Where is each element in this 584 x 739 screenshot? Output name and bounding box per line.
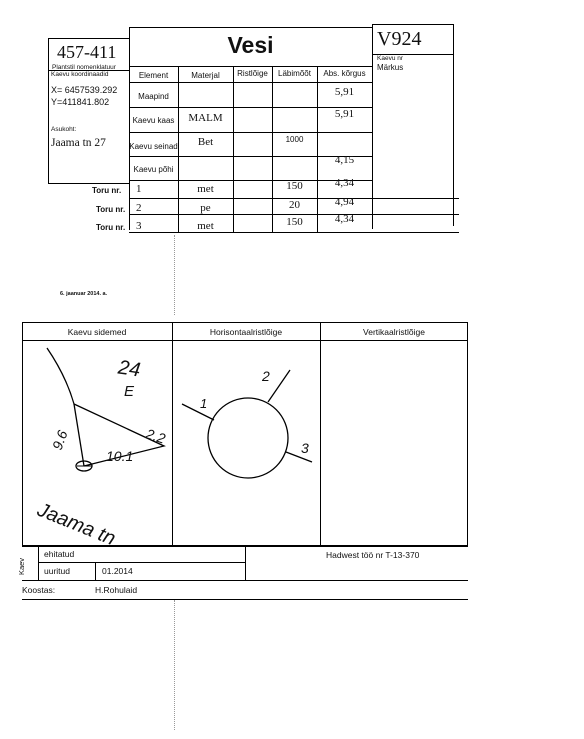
pipe-material: pe xyxy=(200,202,211,214)
surveyed-label: uuritud xyxy=(44,566,70,576)
row-height: 4,15 xyxy=(334,154,355,166)
remarks-label: Märkus xyxy=(377,63,404,72)
pipe-diameter: 150 xyxy=(286,180,303,192)
row-material: Bet xyxy=(197,136,214,148)
author-label: Koostas: xyxy=(22,585,56,595)
author-value: H.Rohulaid xyxy=(95,585,138,595)
pipe-height: 4,34 xyxy=(334,213,355,225)
coordinates-label: Kaevu koordinaadid xyxy=(51,71,109,78)
row-element: Kaevu põhi xyxy=(133,165,174,174)
location-label: Asukoht: xyxy=(51,126,77,133)
row-element: Kaevu seinad xyxy=(129,142,178,151)
pipe-material: met xyxy=(197,183,214,195)
col-header-material: Materjal xyxy=(191,71,220,80)
row-material: MALM xyxy=(188,112,223,124)
coordinate-y: Y=411841.802 xyxy=(51,97,110,107)
hand-street: Jaama tn xyxy=(34,498,119,551)
pipe-height: 4,34 xyxy=(334,177,355,189)
horizontal-section-sketch xyxy=(172,340,320,546)
hand-2-2: 2.2 xyxy=(144,425,168,447)
pipe-height: 4,94 xyxy=(334,196,355,208)
col-header-diameter: Läbimõõt xyxy=(278,69,311,78)
pipe-number: 3 xyxy=(136,220,142,232)
col-header-element: Element xyxy=(138,71,169,80)
pipe-label: Toru nr. xyxy=(92,186,122,195)
well-id-caption: Kaevu nr xyxy=(377,55,404,62)
kaev-label: Kaev xyxy=(17,557,27,576)
col-header-cross-section: Ristlõige xyxy=(237,69,268,78)
row-height: 5,91 xyxy=(334,108,355,120)
row-element: Kaevu kaas xyxy=(132,116,175,125)
pipe-number: 1 xyxy=(136,183,142,195)
pipe-diameter: 20 xyxy=(289,199,300,211)
pipe-diameter: 150 xyxy=(286,216,303,228)
col-header-abs-height: Abs. kõrgus xyxy=(323,69,366,78)
coordinate-x: X= 6457539.292 xyxy=(51,85,118,95)
pipe-material: met xyxy=(197,220,214,232)
pipe-label: Toru nr. xyxy=(96,223,126,232)
location-value: Jaama tn 27 xyxy=(51,137,106,149)
hand-pipe-1: 1 xyxy=(200,396,208,411)
hand-24: 24 xyxy=(116,356,142,382)
hand-10-1: 10.1 xyxy=(106,448,134,464)
panel-title-vertical-section: Vertikaalristlõige xyxy=(363,327,425,337)
panel-title-connections: Kaevu sidemed xyxy=(67,327,127,337)
page-title: Vesi xyxy=(227,32,274,58)
panel-title-horizontal-section: Horisontaalristlõige xyxy=(209,327,283,337)
row-element: Maapind xyxy=(138,92,169,101)
well-id: V924 xyxy=(377,28,422,50)
pipe-label: Toru nr. xyxy=(96,205,126,214)
built-label: ehitatud xyxy=(44,549,75,559)
row-diameter: 1000 xyxy=(285,135,304,144)
reference-text: Hadwest töö nr T-13-370 xyxy=(326,550,420,560)
row-height: 5,91 xyxy=(334,86,355,98)
sheet-code: 457-411 xyxy=(57,42,117,62)
hand-pipe-2: 2 xyxy=(262,368,270,384)
date-note: 6. jaanuar 2014. a. xyxy=(60,291,108,297)
hand-e: E xyxy=(124,383,135,400)
pipe-number: 2 xyxy=(136,202,142,214)
hand-pipe-3: 3 xyxy=(301,440,309,456)
hand-9-6: 9.6 xyxy=(48,428,71,452)
surveyed-value: 01.2014 xyxy=(102,566,133,576)
sheet-code-caption: Plantstil nomenklatuur xyxy=(52,64,116,71)
